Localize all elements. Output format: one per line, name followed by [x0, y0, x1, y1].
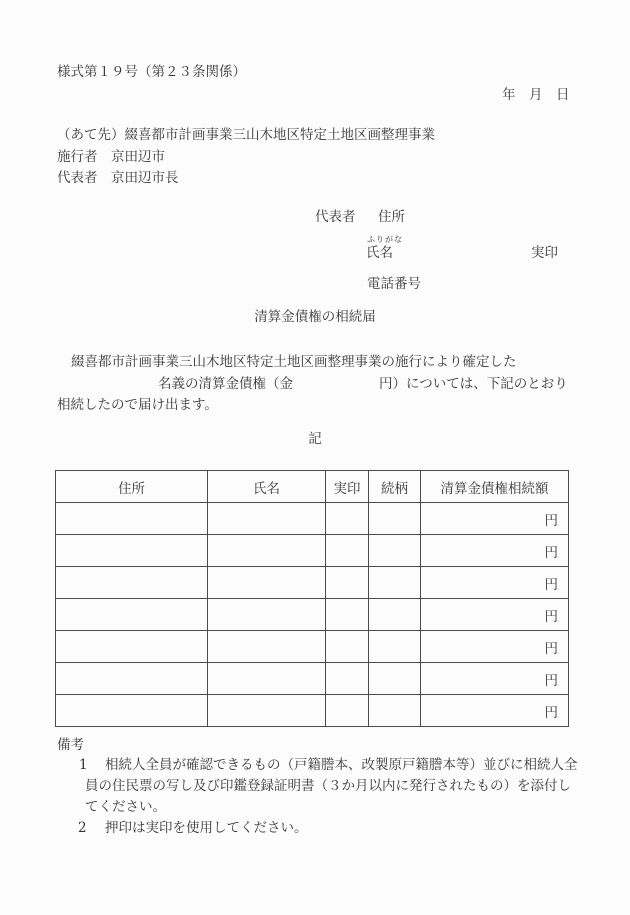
- amount-cell: 円: [421, 631, 569, 663]
- address-label: 住所: [378, 209, 405, 225]
- empty-cell: [56, 503, 208, 535]
- addressee-line: （あて先）綴喜都市計画事業三山木地区特定土地区画整理事業: [57, 127, 435, 143]
- empty-cell: [208, 567, 326, 599]
- body-line-3: 相続したので届け出ます。: [57, 397, 218, 413]
- empty-cell: [326, 599, 369, 631]
- empty-cell: [369, 631, 421, 663]
- note-2-line-1: 押印は実印を使用してください。: [105, 820, 308, 836]
- date-line: 年 月 日: [502, 87, 570, 103]
- body-line-2-after: 円）については、下記のとおり: [379, 376, 568, 392]
- table-row: [56, 695, 569, 727]
- empty-cell: [326, 663, 369, 695]
- empty-cell: [208, 599, 326, 631]
- amount-cell: 円: [421, 695, 569, 727]
- name-label: 氏名: [366, 245, 393, 261]
- notes-heading: 備考: [57, 737, 84, 753]
- table-row: [56, 599, 569, 631]
- col-header-address: 住所: [56, 471, 208, 503]
- executor-line: 施行者 京田辺市: [57, 149, 165, 165]
- note-1-line-1: 相続人全員が確認できるもの（戸籍謄本、改製原戸籍謄本等）並びに相続人全: [105, 757, 578, 773]
- representative-line: 代表者 京田辺市長: [57, 170, 179, 186]
- empty-cell: [326, 503, 369, 535]
- form-number: 様式第１９号（第２３条関係）: [57, 64, 246, 80]
- empty-cell: [56, 695, 208, 727]
- amount-cell: 円: [421, 535, 569, 567]
- table-row: [56, 503, 569, 535]
- empty-cell: [56, 631, 208, 663]
- empty-cell: [369, 567, 421, 599]
- empty-cell: [208, 695, 326, 727]
- col-header-name: 氏名: [208, 471, 326, 503]
- empty-cell: [326, 535, 369, 567]
- empty-cell: [56, 535, 208, 567]
- empty-cell: [369, 599, 421, 631]
- heirs-table: [55, 470, 569, 727]
- empty-cell: [208, 503, 326, 535]
- table-row: [56, 631, 569, 663]
- col-header-amount: 清算金債権相続額: [421, 471, 569, 503]
- empty-cell: [56, 567, 208, 599]
- empty-cell: [208, 631, 326, 663]
- body-line-2-before: 名義の清算金債権（金: [158, 376, 293, 392]
- col-header-seal: 実印: [326, 471, 369, 503]
- note-1-line-3: てください。: [85, 799, 166, 815]
- empty-cell: [56, 663, 208, 695]
- ki-label: 記: [308, 431, 322, 447]
- note-1-number: 1: [79, 757, 88, 773]
- body-line-1: 綴喜都市計画事業三山木地区特定土地区画整理事業の施行により確定した: [71, 354, 517, 370]
- empty-cell: [369, 663, 421, 695]
- seal-label: 実印: [531, 245, 558, 261]
- empty-cell: [326, 567, 369, 599]
- empty-cell: [369, 695, 421, 727]
- empty-cell: [326, 695, 369, 727]
- note-1-line-2: 員の住民票の写し及び印鑑登録証明書（３か月以内に発行されたもの）を添付し: [85, 778, 571, 794]
- table-row: [56, 663, 569, 695]
- phone-label: 電話番号: [367, 276, 421, 292]
- empty-cell: [369, 535, 421, 567]
- note-2-number: 2: [78, 820, 87, 836]
- furigana-label: ふりがな: [367, 235, 403, 244]
- document-title: 清算金債権の相続届: [254, 309, 376, 325]
- empty-cell: [208, 535, 326, 567]
- amount-cell: 円: [421, 599, 569, 631]
- table-row: [56, 567, 569, 599]
- table-row: [56, 535, 569, 567]
- col-header-relation: 続柄: [369, 471, 421, 503]
- applicant-rep-label: 代表者: [315, 209, 356, 225]
- body-line-2: [158, 376, 568, 392]
- empty-cell: [208, 663, 326, 695]
- amount-cell: 円: [421, 567, 569, 599]
- empty-cell: [369, 503, 421, 535]
- empty-cell: [326, 631, 369, 663]
- empty-cell: [56, 599, 208, 631]
- heirs-table-body: [56, 503, 569, 727]
- amount-cell: 円: [421, 663, 569, 695]
- amount-cell: 円: [421, 503, 569, 535]
- table-header-row: [56, 471, 569, 503]
